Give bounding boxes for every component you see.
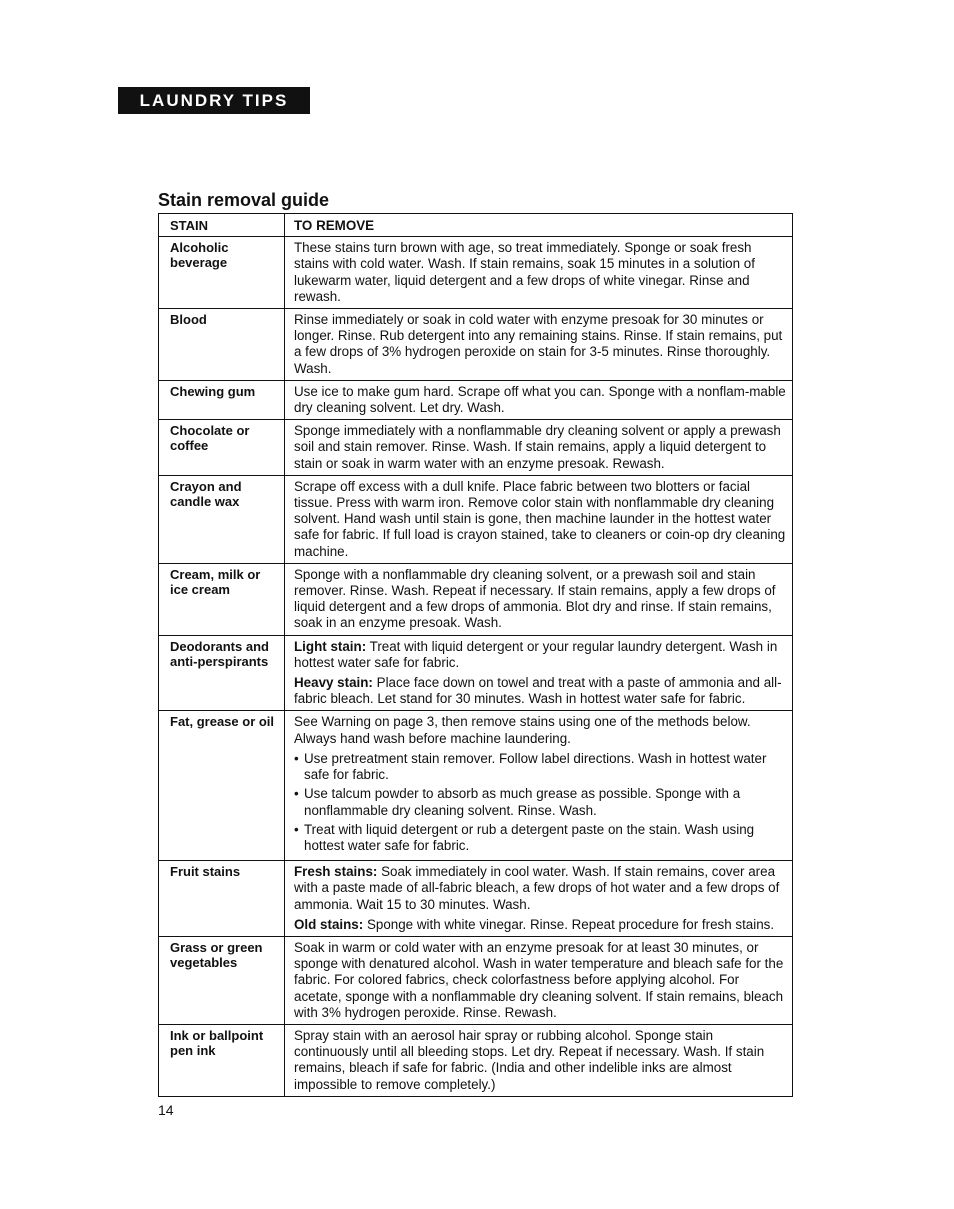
- instruction-text: Scrape off excess with a dull knife. Place fabric between two blotters or facial tissue. Press with warm iron. Remove color stain with nonflammable dry cleaning solvent. Hand wash until stain is gone, then machine launder in the hottest water safe for fabric. If full load is crayon stained, take to cleaners or coin-op dry cleaning machine.: [294, 478, 786, 559]
- table-row: [159, 309, 793, 381]
- instruction-paragraph: [294, 312, 788, 377]
- bullet-icon: •: [294, 821, 299, 837]
- instruction-paragraph: [294, 864, 788, 913]
- table-row: [159, 420, 793, 476]
- instruction-paragraph: [294, 917, 788, 933]
- instruction-paragraph: [294, 714, 788, 746]
- instruction-lead: Light stain:: [294, 638, 367, 654]
- stain-name: Fat, grease or oil: [159, 711, 285, 861]
- table-row: [159, 563, 793, 635]
- stain-name: Grass or green vegetables: [159, 936, 285, 1024]
- instruction-paragraph: [294, 567, 788, 632]
- removal-instructions: [285, 420, 793, 476]
- bullet-icon: •: [294, 750, 299, 766]
- instruction-text: Sponge with a nonflammable dry cleaning solvent, or a prewash soil and stain remover. Rinse. Wash. Repeat if necessary. If stain remains, apply a few drops of liquid detergent and a few drops of ammonia. Blot dry and rinse. If stain remains, soak in an enzyme presoak. Wash.: [294, 566, 776, 631]
- stain-name: Fruit stains: [159, 861, 285, 937]
- instruction-paragraph: [294, 675, 788, 707]
- removal-instructions: [285, 861, 793, 937]
- table-row: [159, 936, 793, 1024]
- removal-instructions: [285, 936, 793, 1024]
- removal-instructions: [285, 309, 793, 381]
- instruction-text: See Warning on page 3, then remove stains using one of the methods below. Always hand wash before machine laundering.: [294, 714, 751, 746]
- instruction-text: Soak immediately in cool water. Wash. If stain remains, cover area with a paste made of all-fabric bleach, a few drops of hot water and a few drops of ammonia. Wait 15 to 30 minutes. Wash.: [294, 864, 780, 912]
- removal-instructions: [285, 237, 793, 309]
- instruction-lead: Fresh stains:: [294, 864, 378, 880]
- list-item: [294, 786, 788, 818]
- instruction-lead: Old stains:: [294, 916, 364, 932]
- instruction-paragraph: [294, 639, 788, 671]
- table-row: [159, 861, 793, 937]
- removal-instructions: [285, 635, 793, 711]
- table-row: [159, 475, 793, 563]
- instruction-text: Rinse immediately or soak in cold water with enzyme presoak for 30 minutes or longer. Rinse. Rub detergent into any remaining stains. Rinse. If stain remains, put a few drops of 3% hydrogen peroxide on stain for 3-5 minutes. Rinse thoroughly. Wash.: [294, 312, 783, 376]
- column-header-stain: STAIN: [159, 214, 285, 237]
- instruction-text: Sponge immediately with a nonflammable dry cleaning solvent or apply a prewash soil and stain remover. Rinse. Wash. If stain remains, apply a liquid detergent to stain or soak in warm water with an enzyme presoak. Rewash.: [294, 423, 781, 471]
- page-number: 14: [158, 1102, 174, 1118]
- instruction-paragraph: [294, 1028, 788, 1093]
- list-item: [294, 751, 788, 783]
- column-header-to-remove: TO REMOVE: [285, 214, 793, 237]
- list-item-text: Treat with liquid detergent or rub a detergent paste on the stain. Wash using hottest water safe for fabric.: [304, 821, 755, 853]
- stain-name: Deodorants and anti-perspirants: [159, 635, 285, 711]
- removal-instructions: [285, 1024, 793, 1096]
- method-list: [294, 751, 788, 854]
- removal-instructions: [285, 475, 793, 563]
- removal-instructions: [285, 380, 793, 419]
- table-row: [159, 1024, 793, 1096]
- stain-name: Alcoholic beverage: [159, 237, 285, 309]
- removal-instructions: [285, 711, 793, 861]
- list-item-text: Use talcum powder to absorb as much grease as possible. Sponge with a nonflammable dry cleaning solvent. Rinse. Wash.: [304, 786, 741, 818]
- removal-instructions: [285, 563, 793, 635]
- stain-name: Chocolate or coffee: [159, 420, 285, 476]
- instruction-paragraph: [294, 479, 788, 560]
- stain-removal-table: [158, 213, 793, 1097]
- stain-name: Ink or ballpoint pen ink: [159, 1024, 285, 1096]
- instruction-paragraph: [294, 384, 788, 416]
- instruction-text: Soak in warm or cold water with an enzyme presoak for at least 30 minutes, or sponge with denatured alcohol. Wash in water temperature and bleach safe for the fabric. For colored fabrics, check colorfastness before applying alcohol. For acetate, sponge with a nonflammable dry cleaning solvent. If stain remains, bleach with 3% hydrogen peroxide. Rinse. Rewash.: [294, 939, 784, 1020]
- stain-name: Crayon and candle wax: [159, 475, 285, 563]
- instruction-text: These stains turn brown with age, so treat immediately. Sponge or soak fresh stains with cold water. Wash. If stain remains, soak 15 minutes in a solution of lukewarm water, liquid detergent and a few drops of white vinegar. Rinse and rewash.: [294, 240, 755, 304]
- table-header-row: [159, 214, 793, 237]
- bullet-icon: •: [294, 786, 299, 802]
- instruction-lead: Heavy stain:: [294, 675, 373, 691]
- table-row: [159, 711, 793, 861]
- stain-name: Cream, milk or ice cream: [159, 563, 285, 635]
- stain-name: Blood: [159, 309, 285, 381]
- instruction-text: Sponge with white vinegar. Rinse. Repeat procedure for fresh stains.: [366, 916, 775, 932]
- table-row: [159, 635, 793, 711]
- section-banner: LAUNDRY TIPS: [118, 87, 310, 114]
- instruction-text: Spray stain with an aerosol hair spray or rubbing alcohol. Sponge stain continuously until all bleeding stops. Let dry. Repeat if necessary. Wash. If stain remains, bleach if safe for fabric. (India and other indelible inks are almost impossible to remove completely.): [294, 1027, 765, 1092]
- stain-name: Chewing gum: [159, 380, 285, 419]
- instruction-text: Treat with liquid detergent or your regular laundry detergent. Wash in hottest water safe for fabric.: [294, 638, 778, 670]
- page-title: Stain removal guide: [158, 190, 330, 210]
- table-row: [159, 237, 793, 309]
- instruction-paragraph: [294, 940, 788, 1021]
- instruction-paragraph: [294, 423, 788, 472]
- list-item: [294, 822, 788, 854]
- table-row: [159, 380, 793, 419]
- instruction-paragraph: [294, 240, 788, 305]
- instruction-text: Use ice to make gum hard. Scrape off what you can. Sponge with a nonflam-mable dry cleaning solvent. Let dry. Wash.: [294, 383, 786, 416]
- instruction-text: Place face down on towel and treat with a paste of ammonia and all-fabric bleach. Let stand for 30 minutes. Wash in hottest water safe for fabric.: [294, 675, 782, 707]
- list-item-text: Use pretreatment stain remover. Follow label directions. Wash in hottest water safe for fabric.: [304, 750, 767, 783]
